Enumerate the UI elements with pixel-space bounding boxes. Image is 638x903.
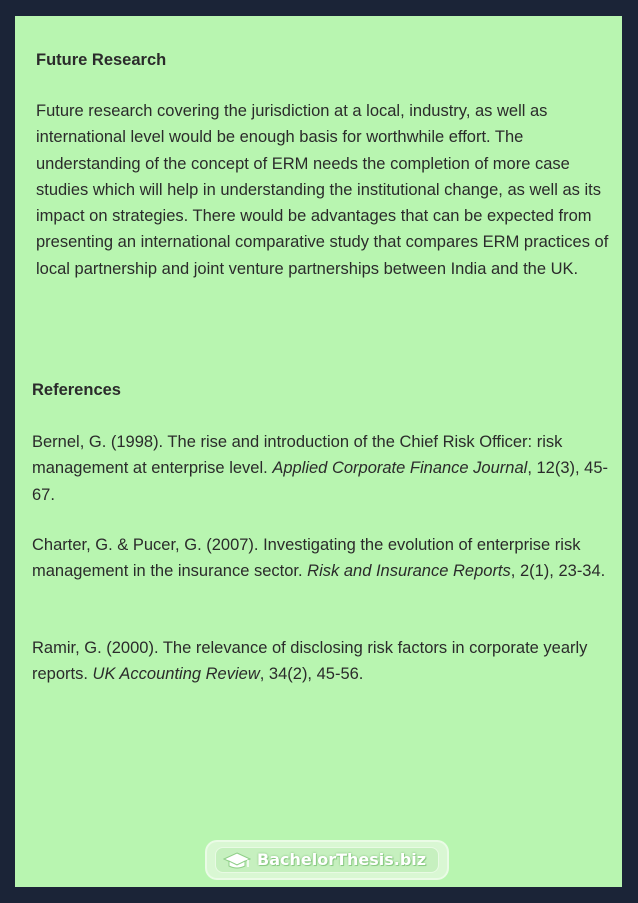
document-page [15, 16, 622, 887]
reference-item [32, 532, 617, 585]
reference-text: Bernel, G. (1998). The rise and introduction of the Chief Risk Officer: risk management at enterprise level. [32, 433, 563, 478]
reference-journal: Risk and Insurance Reports [307, 562, 511, 581]
reference-details: , 12(3), 45-67. [32, 459, 609, 504]
reference-text: Ramir, G. (2000). The relevance of disclosing risk factors in corporate yearly reports. [32, 639, 588, 684]
logo-text: BachelorThesis.biz [257, 850, 427, 869]
reference-item [32, 635, 617, 688]
future-research-heading: Future Research [36, 51, 167, 69]
reference-journal: UK Accounting Review [92, 665, 260, 684]
reference-details: , 34(2), 45-56. [259, 665, 364, 684]
site-logo[interactable] [207, 842, 447, 878]
reference-text: Charter, G. & Pucer, G. (2007). Investigating the evolution of enterprise risk management in the insurance sector. [32, 536, 581, 581]
reference-item [32, 429, 617, 508]
reference-journal: Applied Corporate Finance Journal [272, 459, 528, 478]
reference-details: , 2(1), 23-34. [510, 562, 606, 581]
future-research-paragraph: Future research covering the jurisdiction at a local, industry, as well as international level would be enough basis for worthwhile effort. The understanding of the concept of ERM needs the completion of more case studies which will help in understanding the institutional change, as well as its impact on strategies. There would be advantages that can be expected from presenting an international comparative study that compares ERM practices of local partnership and joint venture partnerships between India and the UK. [36, 102, 609, 278]
references-heading: References [32, 381, 121, 399]
graduation-cap-icon [223, 851, 251, 871]
